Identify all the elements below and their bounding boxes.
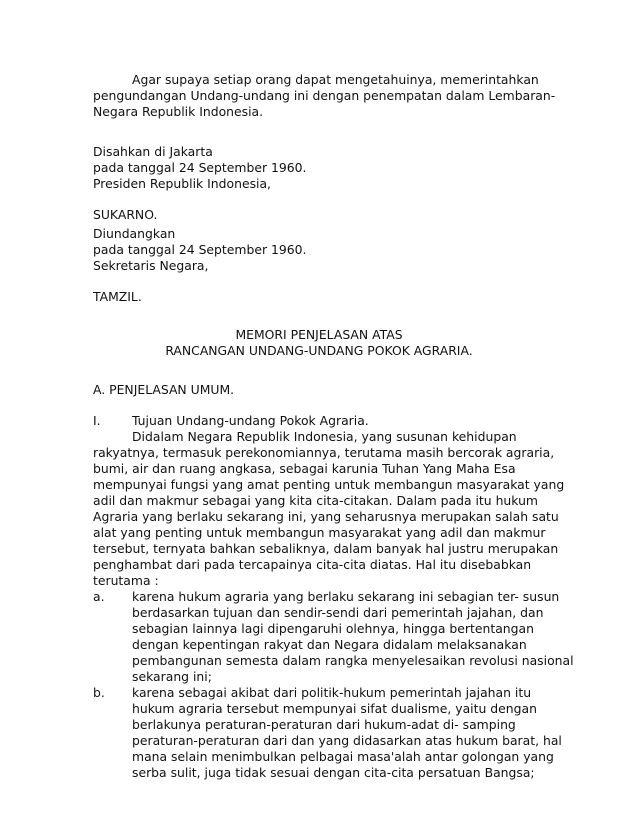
body-paragraph-line: bumi, air dan ruang angkasa, sebagai karunia Tuhan Yang Maha Esa [93,461,516,476]
body-paragraph-line: Didalam Negara Republik Indonesia, yang susunan kehidupan [132,429,517,444]
list-item-line: karena hukum agraria yang berlaku sekarang ini sebagian ter- susun [132,589,560,604]
ratification-place: Disahkan di Jakarta [93,144,213,159]
memorandum-title-line1: MEMORI PENJELASAN ATAS [235,327,403,342]
promulgation-heading: Diundangkan [93,226,176,241]
subsection-number: I. [93,413,101,428]
promulgation-signatory: TAMZIL. [93,289,142,304]
promulgation-role: Sekretaris Negara, [93,258,209,273]
memorandum-title-line2: RANCANGAN UNDANG-UNDANG POKOK AGRARIA. [165,343,473,358]
ratification-signatory: SUKARNO. [93,207,158,222]
list-item-line: berdasarkan tujuan dan sendir-sendi dari pemerintah jajahan, dan [132,605,544,620]
opening-paragraph-line: pengundangan Undang-undang ini dengan penempatan dalam Lembaran- [93,88,556,103]
ratification-date: pada tanggal 24 September 1960. [93,160,307,175]
list-item-line: karena sebagai akibat dari politik-hukum pemerintah jajahan itu [132,685,532,700]
list-item-line: hukum agraria tersebut mempunyai sifat dualisme, yaitu dengan [132,701,537,716]
list-item-line: sebagian lainnya lagi dipengaruhi olehnya, hingga bertentangan [132,621,534,636]
list-item-label: a. [93,589,105,604]
ratification-role: Presiden Republik Indonesia, [93,176,271,191]
body-paragraph-line: terutama : [93,573,159,588]
body-paragraph-line: adil dan makmur sebagai yang kita cita-citakan. Dalam pada itu hukum [93,493,539,508]
list-item-line: pembangunan semesta dalam rangka menyelesaikan revolusi nasional [132,653,574,668]
list-item-line: mana selain menimbulkan pelbagai masa'alah antar golongan yang [132,749,554,764]
body-paragraph-line: rakyatnya, termasuk perekonomiannya, terutama masih bercorak agraria, [93,445,555,460]
opening-paragraph-line: Agar supaya setiap orang dapat mengetahuinya, memerintahkan [132,72,539,87]
list-item-line: peraturan-peraturan dari dan yang didasarkan atas hukum barat, hal [132,733,562,748]
section-heading: A. PENJELASAN UMUM. [93,382,235,397]
body-paragraph-line: tersebut, ternyata bahkan sebaliknya, dalam banyak hal justru merupakan [93,541,559,556]
body-paragraph-line: alat yang penting untuk membangun masyarakat yang adil dan makmur [93,525,546,540]
list-item-line: dengan kepentingan rakyat dan Negara didalam melaksanakan [132,637,527,652]
subsection-title: Tujuan Undang-undang Pokok Agraria. [132,413,369,428]
body-paragraph-line: mempunyai fungsi yang amat penting untuk membangun masyarakat yang [93,477,565,492]
list-item-line: berlakunya peraturan-peraturan dari hukum-adat di- samping [132,717,516,732]
opening-paragraph-line: Negara Republik Indonesia. [93,104,264,119]
promulgation-date: pada tanggal 24 September 1960. [93,242,307,257]
list-item-line: serba sulit, juga tidak sesuai dengan cita-cita persatuan Bangsa; [132,765,535,780]
list-item-line: sekarang ini; [132,669,212,684]
list-item-label: b. [93,685,105,700]
body-paragraph-line: Agraria yang berlaku sekarang ini, yang seharusnya merupakan salah satu [93,509,559,524]
body-paragraph-line: penghambat dari pada tercapainya cita-cita diatas. Hal itu disebabkan [93,557,532,572]
